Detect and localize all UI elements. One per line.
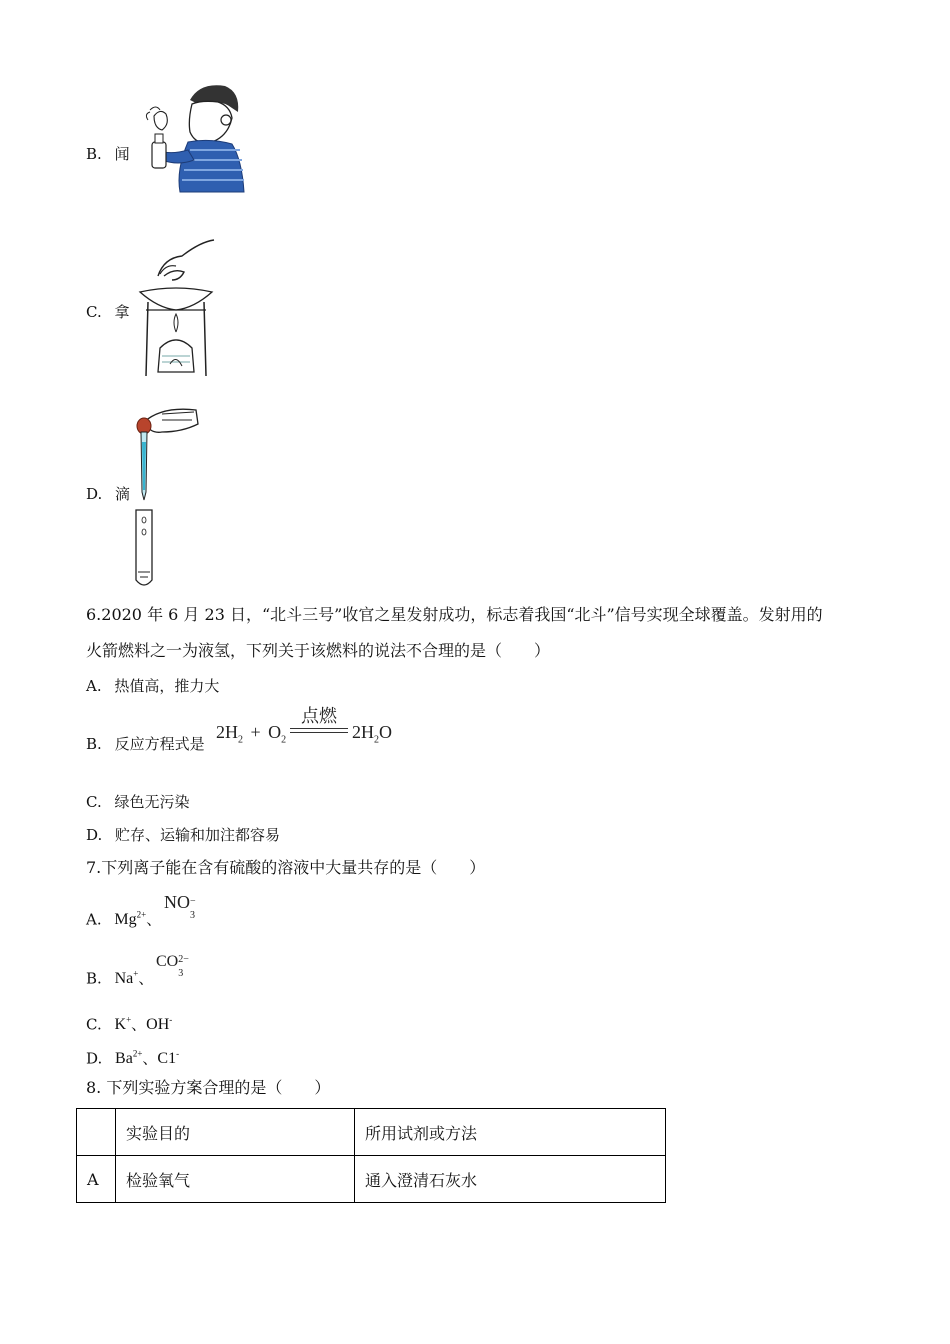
eq-h2-right: 2H — [352, 722, 374, 742]
eq-sub: 2 — [281, 734, 287, 746]
question-6-line-1: 6.2020 年 6 月 23 日，“北斗三号”收官之星发射成功，标志着我国“北斗”信号实现全球覆盖。发射用的 — [86, 605, 823, 624]
table-header-cell — [77, 1109, 116, 1156]
option-letter: C. — [86, 303, 102, 321]
q6-option-d — [86, 825, 280, 845]
ion-symbol: NO — [164, 892, 190, 912]
eq-bar-top — [290, 728, 348, 729]
ion-symbol: C1 — [157, 1050, 177, 1068]
ion-na — [115, 970, 139, 987]
option-text: 绿色无污染 — [114, 793, 190, 811]
option-letter: D. — [86, 1049, 103, 1068]
ion-symbol: OH — [146, 1016, 170, 1034]
ion-mg — [114, 911, 146, 928]
ion-cl — [157, 1050, 179, 1067]
question-6-line-2: 火箭燃料之一为液氢，下列关于该燃料的说法不合理的是（ ） — [86, 641, 551, 660]
q7-option-c — [86, 1010, 172, 1035]
separator: 、 — [142, 1049, 158, 1068]
ion-oh — [146, 1016, 172, 1033]
option-text: 拿 — [114, 303, 130, 321]
ion-carbonate — [156, 953, 189, 979]
ion-ba — [115, 1050, 142, 1067]
option-text: 热值高，推力大 — [114, 677, 220, 695]
separator: 、 — [131, 1015, 147, 1034]
option-letter: B. — [86, 735, 102, 753]
smell-reagent-illustration — [140, 80, 250, 195]
table-header-cell: 实验目的 — [116, 1109, 355, 1156]
option-letter: A. — [86, 677, 102, 695]
question-8-stem: 8. 下列实验方案合理的是（ ） — [86, 1078, 331, 1097]
eq-o2: O — [268, 722, 282, 742]
option-text: 贮存、运输和加注都容易 — [115, 826, 281, 844]
option-b — [86, 144, 130, 164]
eq-sub: 2 — [374, 734, 379, 746]
ion-charge: + — [133, 969, 139, 979]
option-text: 反应方程式是 — [114, 735, 205, 753]
eq-condition: 点燃 — [301, 706, 337, 726]
ion-charge: 2− — [178, 954, 189, 965]
ion-charge: - — [169, 1015, 173, 1025]
ion-charge: − — [190, 896, 196, 907]
separator: 、 — [146, 910, 162, 929]
eq-product — [352, 722, 392, 746]
q6-option-c — [86, 792, 190, 812]
option-d — [86, 484, 130, 504]
ion-symbol: K — [114, 1016, 127, 1034]
option-letter: B. — [86, 145, 102, 163]
ion-charge: 2+ — [136, 910, 147, 920]
ion-charge: + — [126, 1015, 132, 1025]
ion-charge: - — [176, 1049, 180, 1059]
q7-option-d — [86, 1044, 179, 1069]
ion-symbol: Ba — [115, 1050, 133, 1068]
eq-bar-bottom — [290, 732, 348, 733]
option-letter: D. — [86, 826, 103, 844]
question-7-stem: 7.下列离子能在含有硫酸的溶液中大量共存的是（ ） — [86, 858, 486, 877]
eq-plus: + — [250, 722, 261, 742]
table-row — [77, 1156, 666, 1203]
table-cell: 通入澄清石灰水 — [355, 1156, 666, 1203]
option-c — [86, 302, 130, 322]
ion-symbol: Na — [114, 970, 134, 988]
option-letter: A. — [86, 910, 102, 929]
table-cell: 检验氧气 — [116, 1156, 355, 1203]
q7-option-b — [86, 964, 153, 989]
q7-option-a — [86, 905, 161, 930]
option-text: 滴 — [115, 485, 131, 503]
option-letter: B. — [86, 969, 102, 988]
q6-option-b — [86, 734, 205, 754]
ion-charge: 2+ — [132, 1049, 143, 1059]
dropper-testtube-illustration — [132, 402, 204, 590]
option-letter: D. — [86, 485, 103, 503]
eq-o: O — [379, 722, 392, 742]
eq-sub: 2 — [238, 734, 243, 746]
option-text: 闻 — [114, 145, 130, 163]
experiment-table — [76, 1108, 666, 1203]
q6-option-a — [86, 676, 219, 696]
evaporating-dish-illustration — [134, 236, 220, 382]
separator: 、 — [138, 969, 154, 988]
table-header-row — [77, 1109, 666, 1156]
chemical-equation — [216, 722, 286, 746]
option-letter: C. — [86, 793, 102, 811]
ion-symbol: Mg — [114, 911, 137, 929]
ion-nitrate — [164, 892, 198, 921]
ion-symbol: CO — [156, 953, 179, 970]
table-header-cell: 所用试剂或方法 — [355, 1109, 666, 1156]
option-letter: C. — [86, 1015, 102, 1034]
ion-subscript: 3 — [178, 968, 184, 979]
ion-subscript: 3 — [190, 910, 195, 921]
eq-h2-left: 2H — [216, 722, 238, 742]
ion-k — [115, 1016, 132, 1033]
table-cell: A — [77, 1156, 116, 1203]
